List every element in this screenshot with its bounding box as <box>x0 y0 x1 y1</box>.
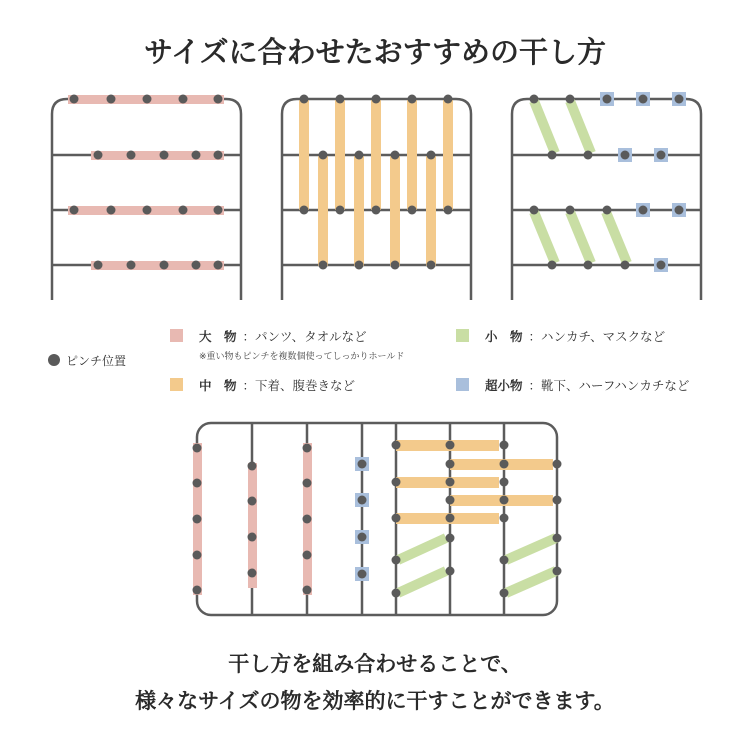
legend-large-label: 大 物 <box>199 329 237 344</box>
medium-item-bars <box>299 100 453 266</box>
legend-medium <box>170 376 355 394</box>
legend-small <box>456 327 665 345</box>
legend-large-swatch <box>170 329 183 342</box>
legend-xsmall-desc: ：靴下、ハーフハンカチなど <box>528 378 690 393</box>
rack-combined <box>190 415 570 620</box>
legend-small-label: 小 物 <box>485 329 523 344</box>
pinch-position-dot <box>48 354 60 366</box>
page-title: サイズに合わせたおすすめの干し方 <box>144 35 606 69</box>
legend-large-note: ※重い物もピンチを複数個使ってしっかりホールド <box>199 352 405 362</box>
legend-large-desc: ：パンツ、タオルなど <box>242 329 367 344</box>
rack-small-items <box>506 92 706 300</box>
legend-small-swatch <box>456 329 469 342</box>
legend-medium-desc: ：下着、腹巻きなど <box>242 378 356 393</box>
legend-large <box>170 327 404 362</box>
pinch-dots <box>193 441 562 598</box>
legend-small-desc: ：ハンカチ、マスクなど <box>528 329 666 344</box>
medium-item-bars <box>396 440 553 524</box>
rack-large-items <box>46 92 246 300</box>
small-item-bars <box>534 101 627 263</box>
small-item-bars <box>398 538 556 593</box>
large-item-bars <box>68 95 224 270</box>
pinch-position-label: ピンチ位置 <box>66 354 127 368</box>
legend-xsmall-label: 超小物 <box>485 378 523 393</box>
legend-xsmall <box>456 376 689 394</box>
legend-medium-swatch <box>170 378 183 391</box>
footer-line-2: 様々なサイズの物を効率的に干すことができます。 <box>135 689 615 713</box>
legend-xsmall-swatch <box>456 378 469 391</box>
legend-medium-label: 中 物 <box>199 378 237 393</box>
xsmall-item-squares <box>600 92 686 272</box>
footer-line-1: 干し方を組み合わせることで、 <box>228 652 522 676</box>
rack-medium-items <box>276 92 476 300</box>
pinch-dots <box>530 95 684 270</box>
pinch-dots <box>70 95 223 270</box>
